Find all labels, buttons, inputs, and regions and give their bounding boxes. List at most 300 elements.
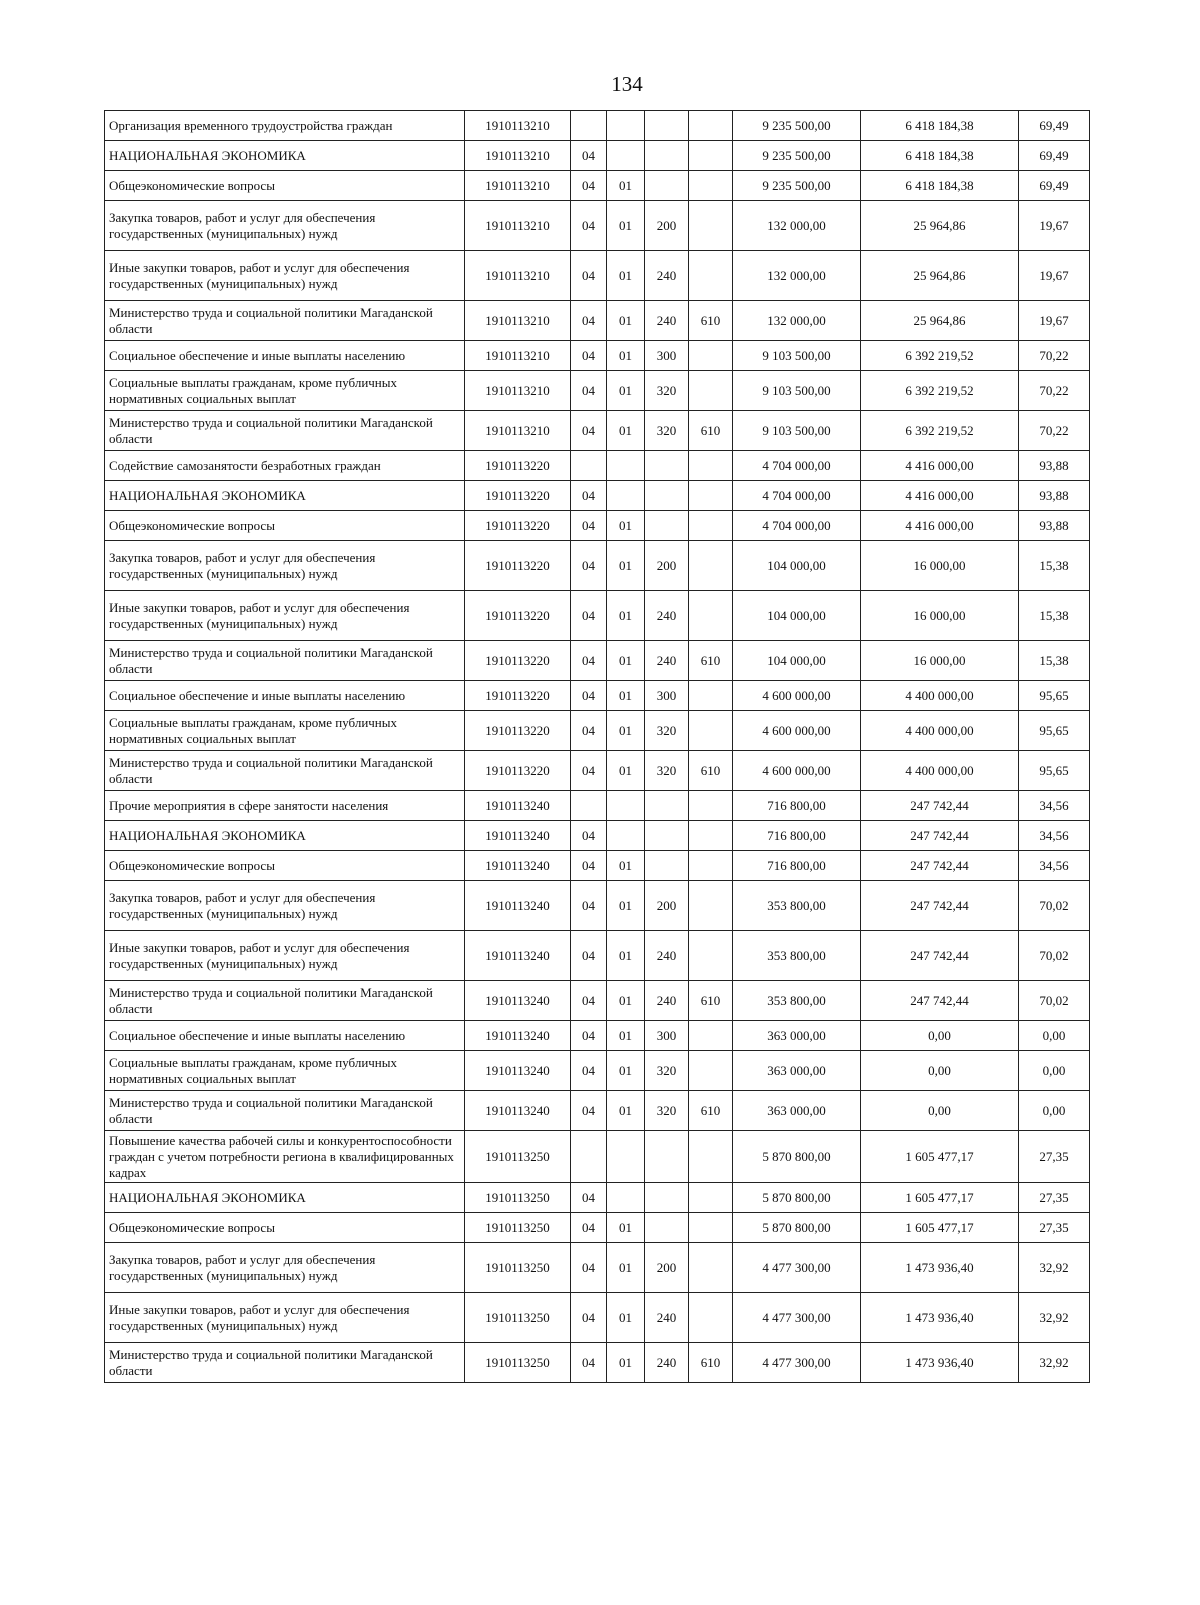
row-section-cell: 04 [571,1213,607,1243]
table-row [105,511,1090,541]
row-admin-cell: 610 [689,1091,733,1131]
row-name-cell: Министерство труда и социальной политики Магаданской области [105,411,465,451]
table-row [105,1021,1090,1051]
row-admin-cell [689,591,733,641]
table-row [105,881,1090,931]
row-expense-type-cell: 240 [645,641,689,681]
row-subsection-cell [607,1183,645,1213]
row-percent-cell: 95,65 [1019,711,1090,751]
row-percent-cell: 70,22 [1019,341,1090,371]
row-percent-cell: 19,67 [1019,301,1090,341]
row-actual-amount-cell: 247 742,44 [861,791,1019,821]
row-plan-amount-cell: 104 000,00 [733,541,861,591]
row-actual-amount-cell: 16 000,00 [861,541,1019,591]
row-name-cell: Министерство труда и социальной политики Магаданской области [105,1091,465,1131]
row-percent-cell: 93,88 [1019,481,1090,511]
row-subsection-cell: 01 [607,371,645,411]
table-row [105,451,1090,481]
row-plan-amount-cell: 9 103 500,00 [733,411,861,451]
row-percent-cell: 19,67 [1019,201,1090,251]
row-section-cell: 04 [571,301,607,341]
row-section-cell: 04 [571,201,607,251]
row-admin-cell [689,1213,733,1243]
row-name-cell: Общеэкономические вопросы [105,1213,465,1243]
row-expense-type-cell [645,141,689,171]
row-percent-cell: 0,00 [1019,1051,1090,1091]
row-admin-cell [689,1183,733,1213]
row-expense-type-cell: 300 [645,1021,689,1051]
row-expense-type-cell: 320 [645,411,689,451]
row-admin-cell: 610 [689,751,733,791]
table-row [105,1293,1090,1343]
row-section-cell: 04 [571,341,607,371]
row-admin-cell [689,451,733,481]
row-plan-amount-cell: 716 800,00 [733,791,861,821]
row-plan-amount-cell: 132 000,00 [733,251,861,301]
table-row [105,141,1090,171]
row-admin-cell [689,541,733,591]
row-plan-amount-cell: 4 704 000,00 [733,481,861,511]
table-row [105,821,1090,851]
row-expense-type-cell: 240 [645,1293,689,1343]
table-row [105,171,1090,201]
row-section-cell: 04 [571,821,607,851]
row-admin-cell [689,711,733,751]
row-actual-amount-cell: 247 742,44 [861,981,1019,1021]
row-plan-amount-cell: 9 235 500,00 [733,141,861,171]
budget-table-body [105,111,1090,1383]
row-plan-amount-cell: 132 000,00 [733,201,861,251]
row-expense-type-cell: 240 [645,591,689,641]
row-subsection-cell: 01 [607,341,645,371]
row-name-cell: Социальные выплаты гражданам, кроме публичных нормативных социальных выплат [105,371,465,411]
row-name-cell: Министерство труда и социальной политики Магаданской области [105,981,465,1021]
row-plan-amount-cell: 363 000,00 [733,1091,861,1131]
page-number: 134 [611,72,643,96]
row-name-cell: Иные закупки товаров, работ и услуг для обеспечения государственных (муниципальных) нужд [105,1293,465,1343]
row-plan-amount-cell: 9 235 500,00 [733,111,861,141]
row-subsection-cell: 01 [607,171,645,201]
row-subsection-cell: 01 [607,541,645,591]
row-plan-amount-cell: 5 870 800,00 [733,1213,861,1243]
row-actual-amount-cell: 6 392 219,52 [861,341,1019,371]
row-percent-cell: 34,56 [1019,791,1090,821]
row-name-cell: НАЦИОНАЛЬНАЯ ЭКОНОМИКА [105,821,465,851]
row-section-cell [571,451,607,481]
row-percent-cell: 70,02 [1019,881,1090,931]
row-section-cell: 04 [571,1343,607,1383]
row-admin-cell [689,1293,733,1343]
row-percent-cell: 15,38 [1019,591,1090,641]
row-admin-cell [689,681,733,711]
row-section-cell: 04 [571,751,607,791]
row-plan-amount-cell: 104 000,00 [733,591,861,641]
row-code-cell: 1910113220 [465,481,571,511]
row-subsection-cell: 01 [607,981,645,1021]
row-actual-amount-cell: 6 418 184,38 [861,141,1019,171]
row-plan-amount-cell: 4 477 300,00 [733,1243,861,1293]
row-percent-cell: 27,35 [1019,1183,1090,1213]
row-code-cell: 1910113240 [465,1091,571,1131]
row-actual-amount-cell: 4 416 000,00 [861,451,1019,481]
row-expense-type-cell [645,791,689,821]
row-plan-amount-cell: 4 600 000,00 [733,711,861,751]
row-plan-amount-cell: 104 000,00 [733,641,861,681]
row-code-cell: 1910113220 [465,681,571,711]
row-percent-cell: 27,35 [1019,1213,1090,1243]
row-name-cell: Общеэкономические вопросы [105,511,465,541]
row-subsection-cell [607,1131,645,1183]
row-subsection-cell: 01 [607,1021,645,1051]
row-code-cell: 1910113220 [465,541,571,591]
row-section-cell: 04 [571,591,607,641]
row-expense-type-cell [645,821,689,851]
row-expense-type-cell: 320 [645,1091,689,1131]
row-expense-type-cell: 200 [645,541,689,591]
row-name-cell: Министерство труда и социальной политики Магаданской области [105,1343,465,1383]
row-name-cell: Иные закупки товаров, работ и услуг для обеспечения государственных (муниципальных) нужд [105,931,465,981]
row-section-cell: 04 [571,981,607,1021]
row-name-cell: Общеэкономические вопросы [105,851,465,881]
row-section-cell: 04 [571,411,607,451]
row-subsection-cell [607,481,645,511]
row-subsection-cell: 01 [607,251,645,301]
row-admin-cell [689,1243,733,1293]
row-section-cell: 04 [571,711,607,751]
row-expense-type-cell: 320 [645,711,689,751]
row-name-cell: Закупка товаров, работ и услуг для обеспечения государственных (муниципальных) нужд [105,881,465,931]
row-admin-cell [689,341,733,371]
row-name-cell: Социальные выплаты гражданам, кроме публичных нормативных социальных выплат [105,1051,465,1091]
row-plan-amount-cell: 9 103 500,00 [733,341,861,371]
row-expense-type-cell [645,1213,689,1243]
row-section-cell: 04 [571,1293,607,1343]
row-expense-type-cell [645,851,689,881]
row-expense-type-cell [645,511,689,541]
row-percent-cell: 93,88 [1019,451,1090,481]
row-plan-amount-cell: 353 800,00 [733,881,861,931]
row-code-cell: 1910113240 [465,881,571,931]
row-name-cell: Прочие мероприятия в сфере занятости населения [105,791,465,821]
budget-table [104,110,1090,1383]
row-expense-type-cell: 200 [645,201,689,251]
row-admin-cell [689,1131,733,1183]
row-code-cell: 1910113250 [465,1343,571,1383]
row-plan-amount-cell: 353 800,00 [733,981,861,1021]
table-row [105,201,1090,251]
row-actual-amount-cell: 4 416 000,00 [861,481,1019,511]
row-subsection-cell [607,141,645,171]
row-expense-type-cell: 240 [645,251,689,301]
table-row [105,371,1090,411]
row-actual-amount-cell: 1 473 936,40 [861,1293,1019,1343]
row-code-cell: 1910113250 [465,1183,571,1213]
row-expense-type-cell [645,1131,689,1183]
row-section-cell: 04 [571,1183,607,1213]
table-row [105,1213,1090,1243]
row-actual-amount-cell: 247 742,44 [861,931,1019,981]
row-code-cell: 1910113240 [465,931,571,981]
row-section-cell: 04 [571,371,607,411]
row-name-cell: НАЦИОНАЛЬНАЯ ЭКОНОМИКА [105,481,465,511]
row-percent-cell: 70,02 [1019,931,1090,981]
table-row [105,641,1090,681]
row-admin-cell [689,251,733,301]
row-actual-amount-cell: 247 742,44 [861,821,1019,851]
row-actual-amount-cell: 25 964,86 [861,251,1019,301]
row-actual-amount-cell: 6 392 219,52 [861,411,1019,451]
row-plan-amount-cell: 363 000,00 [733,1021,861,1051]
row-section-cell: 04 [571,541,607,591]
row-name-cell: Социальное обеспечение и иные выплаты населению [105,681,465,711]
row-code-cell: 1910113210 [465,201,571,251]
table-row [105,1243,1090,1293]
row-code-cell: 1910113240 [465,821,571,851]
row-plan-amount-cell: 9 235 500,00 [733,171,861,201]
row-actual-amount-cell: 0,00 [861,1021,1019,1051]
row-plan-amount-cell: 5 870 800,00 [733,1183,861,1213]
table-row [105,851,1090,881]
row-admin-cell: 610 [689,641,733,681]
row-name-cell: Социальное обеспечение и иные выплаты населению [105,1021,465,1051]
row-percent-cell: 27,35 [1019,1131,1090,1183]
row-percent-cell: 0,00 [1019,1091,1090,1131]
row-actual-amount-cell: 1 473 936,40 [861,1343,1019,1383]
row-actual-amount-cell: 4 416 000,00 [861,511,1019,541]
row-expense-type-cell [645,171,689,201]
row-name-cell: Министерство труда и социальной политики Магаданской области [105,301,465,341]
table-row [105,251,1090,301]
row-section-cell [571,111,607,141]
row-actual-amount-cell: 6 392 219,52 [861,371,1019,411]
table-row [105,1051,1090,1091]
row-expense-type-cell: 200 [645,881,689,931]
row-section-cell: 04 [571,1091,607,1131]
row-percent-cell: 32,92 [1019,1343,1090,1383]
row-admin-cell [689,1021,733,1051]
table-row [105,481,1090,511]
table-row [105,931,1090,981]
row-expense-type-cell [645,1183,689,1213]
row-admin-cell [689,821,733,851]
row-plan-amount-cell: 716 800,00 [733,851,861,881]
row-code-cell: 1910113240 [465,981,571,1021]
table-row [105,541,1090,591]
row-subsection-cell: 01 [607,301,645,341]
row-subsection-cell: 01 [607,881,645,931]
row-name-cell: Содействие самозанятости безработных граждан [105,451,465,481]
row-plan-amount-cell: 4 704 000,00 [733,511,861,541]
row-subsection-cell: 01 [607,511,645,541]
row-section-cell: 04 [571,1243,607,1293]
table-row [105,711,1090,751]
row-plan-amount-cell: 4 477 300,00 [733,1293,861,1343]
row-percent-cell: 34,56 [1019,851,1090,881]
row-name-cell: Закупка товаров, работ и услуг для обеспечения государственных (муниципальных) нужд [105,1243,465,1293]
row-subsection-cell: 01 [607,591,645,641]
row-actual-amount-cell: 16 000,00 [861,591,1019,641]
row-code-cell: 1910113220 [465,511,571,541]
row-plan-amount-cell: 363 000,00 [733,1051,861,1091]
row-admin-cell [689,201,733,251]
row-actual-amount-cell: 1 605 477,17 [861,1131,1019,1183]
row-subsection-cell: 01 [607,931,645,981]
row-admin-cell [689,1051,733,1091]
row-admin-cell [689,111,733,141]
row-actual-amount-cell: 4 400 000,00 [861,711,1019,751]
row-percent-cell: 93,88 [1019,511,1090,541]
row-section-cell: 04 [571,641,607,681]
table-row [105,301,1090,341]
row-subsection-cell: 01 [607,201,645,251]
row-expense-type-cell: 320 [645,751,689,791]
row-code-cell: 1910113210 [465,411,571,451]
row-expense-type-cell [645,481,689,511]
row-plan-amount-cell: 4 704 000,00 [733,451,861,481]
row-expense-type-cell [645,111,689,141]
row-name-cell: Закупка товаров, работ и услуг для обеспечения государственных (муниципальных) нужд [105,201,465,251]
row-expense-type-cell: 240 [645,301,689,341]
row-expense-type-cell [645,451,689,481]
row-actual-amount-cell: 0,00 [861,1091,1019,1131]
row-expense-type-cell: 240 [645,931,689,981]
row-code-cell: 1910113240 [465,851,571,881]
row-actual-amount-cell: 6 418 184,38 [861,171,1019,201]
row-section-cell: 04 [571,1051,607,1091]
row-section-cell: 04 [571,881,607,931]
row-actual-amount-cell: 247 742,44 [861,851,1019,881]
row-code-cell: 1910113240 [465,791,571,821]
row-admin-cell: 610 [689,1343,733,1383]
row-plan-amount-cell: 353 800,00 [733,931,861,981]
row-code-cell: 1910113240 [465,1051,571,1091]
row-percent-cell: 70,22 [1019,411,1090,451]
row-code-cell: 1910113220 [465,641,571,681]
row-code-cell: 1910113210 [465,171,571,201]
row-name-cell: Министерство труда и социальной политики Магаданской области [105,751,465,791]
table-row [105,681,1090,711]
row-subsection-cell [607,111,645,141]
row-actual-amount-cell: 1 605 477,17 [861,1183,1019,1213]
row-name-cell: Закупка товаров, работ и услуг для обеспечения государственных (муниципальных) нужд [105,541,465,591]
row-percent-cell: 15,38 [1019,541,1090,591]
row-percent-cell: 0,00 [1019,1021,1090,1051]
row-code-cell: 1910113250 [465,1293,571,1343]
row-code-cell: 1910113250 [465,1131,571,1183]
table-row [105,411,1090,451]
row-percent-cell: 69,49 [1019,111,1090,141]
table-row [105,1343,1090,1383]
row-subsection-cell [607,821,645,851]
row-admin-cell: 610 [689,981,733,1021]
table-row [105,591,1090,641]
row-admin-cell [689,851,733,881]
row-actual-amount-cell: 4 400 000,00 [861,751,1019,791]
row-name-cell: Повышение качества рабочей силы и конкурентоспособности граждан с учетом потребности региона в квалифицированных кадрах [105,1131,465,1183]
row-name-cell: Министерство труда и социальной политики Магаданской области [105,641,465,681]
row-name-cell: НАЦИОНАЛЬНАЯ ЭКОНОМИКА [105,1183,465,1213]
row-name-cell: Общеэкономические вопросы [105,171,465,201]
row-admin-cell [689,171,733,201]
row-section-cell [571,1131,607,1183]
row-actual-amount-cell: 4 400 000,00 [861,681,1019,711]
row-admin-cell: 610 [689,411,733,451]
row-subsection-cell: 01 [607,751,645,791]
row-code-cell: 1910113210 [465,371,571,411]
row-actual-amount-cell: 25 964,86 [861,301,1019,341]
row-admin-cell [689,881,733,931]
row-actual-amount-cell: 16 000,00 [861,641,1019,681]
row-expense-type-cell: 300 [645,341,689,371]
row-subsection-cell: 01 [607,1213,645,1243]
row-percent-cell: 32,92 [1019,1293,1090,1343]
row-expense-type-cell: 320 [645,371,689,411]
row-percent-cell: 70,22 [1019,371,1090,411]
row-subsection-cell: 01 [607,641,645,681]
row-percent-cell: 95,65 [1019,751,1090,791]
table-row [105,1183,1090,1213]
row-subsection-cell: 01 [607,711,645,751]
row-actual-amount-cell: 0,00 [861,1051,1019,1091]
row-admin-cell [689,371,733,411]
row-admin-cell [689,931,733,981]
row-section-cell: 04 [571,931,607,981]
row-percent-cell: 19,67 [1019,251,1090,301]
row-code-cell: 1910113210 [465,341,571,371]
row-code-cell: 1910113210 [465,301,571,341]
row-actual-amount-cell: 6 418 184,38 [861,111,1019,141]
row-percent-cell: 34,56 [1019,821,1090,851]
row-actual-amount-cell: 1 605 477,17 [861,1213,1019,1243]
row-actual-amount-cell: 1 473 936,40 [861,1243,1019,1293]
row-subsection-cell: 01 [607,411,645,451]
row-plan-amount-cell: 4 600 000,00 [733,681,861,711]
row-percent-cell: 69,49 [1019,171,1090,201]
row-name-cell: Иные закупки товаров, работ и услуг для обеспечения государственных (муниципальных) нужд [105,591,465,641]
row-plan-amount-cell: 5 870 800,00 [733,1131,861,1183]
table-row [105,1091,1090,1131]
table-row [105,1131,1090,1183]
row-section-cell [571,791,607,821]
row-code-cell: 1910113220 [465,711,571,751]
row-admin-cell [689,791,733,821]
row-subsection-cell [607,451,645,481]
row-code-cell: 1910113240 [465,1021,571,1051]
row-code-cell: 1910113250 [465,1243,571,1293]
row-percent-cell: 32,92 [1019,1243,1090,1293]
table-row [105,111,1090,141]
row-percent-cell: 15,38 [1019,641,1090,681]
row-subsection-cell: 01 [607,1293,645,1343]
row-section-cell: 04 [571,681,607,711]
row-code-cell: 1910113210 [465,111,571,141]
row-expense-type-cell: 200 [645,1243,689,1293]
row-plan-amount-cell: 4 477 300,00 [733,1343,861,1383]
row-admin-cell [689,511,733,541]
row-actual-amount-cell: 25 964,86 [861,201,1019,251]
row-subsection-cell: 01 [607,1091,645,1131]
row-name-cell: Социальные выплаты гражданам, кроме публичных нормативных социальных выплат [105,711,465,751]
row-name-cell: Социальное обеспечение и иные выплаты населению [105,341,465,371]
row-plan-amount-cell: 4 600 000,00 [733,751,861,791]
row-code-cell: 1910113220 [465,751,571,791]
row-admin-cell [689,481,733,511]
table-row [105,341,1090,371]
table-row [105,751,1090,791]
row-section-cell: 04 [571,141,607,171]
row-name-cell: НАЦИОНАЛЬНАЯ ЭКОНОМИКА [105,141,465,171]
row-plan-amount-cell: 132 000,00 [733,301,861,341]
